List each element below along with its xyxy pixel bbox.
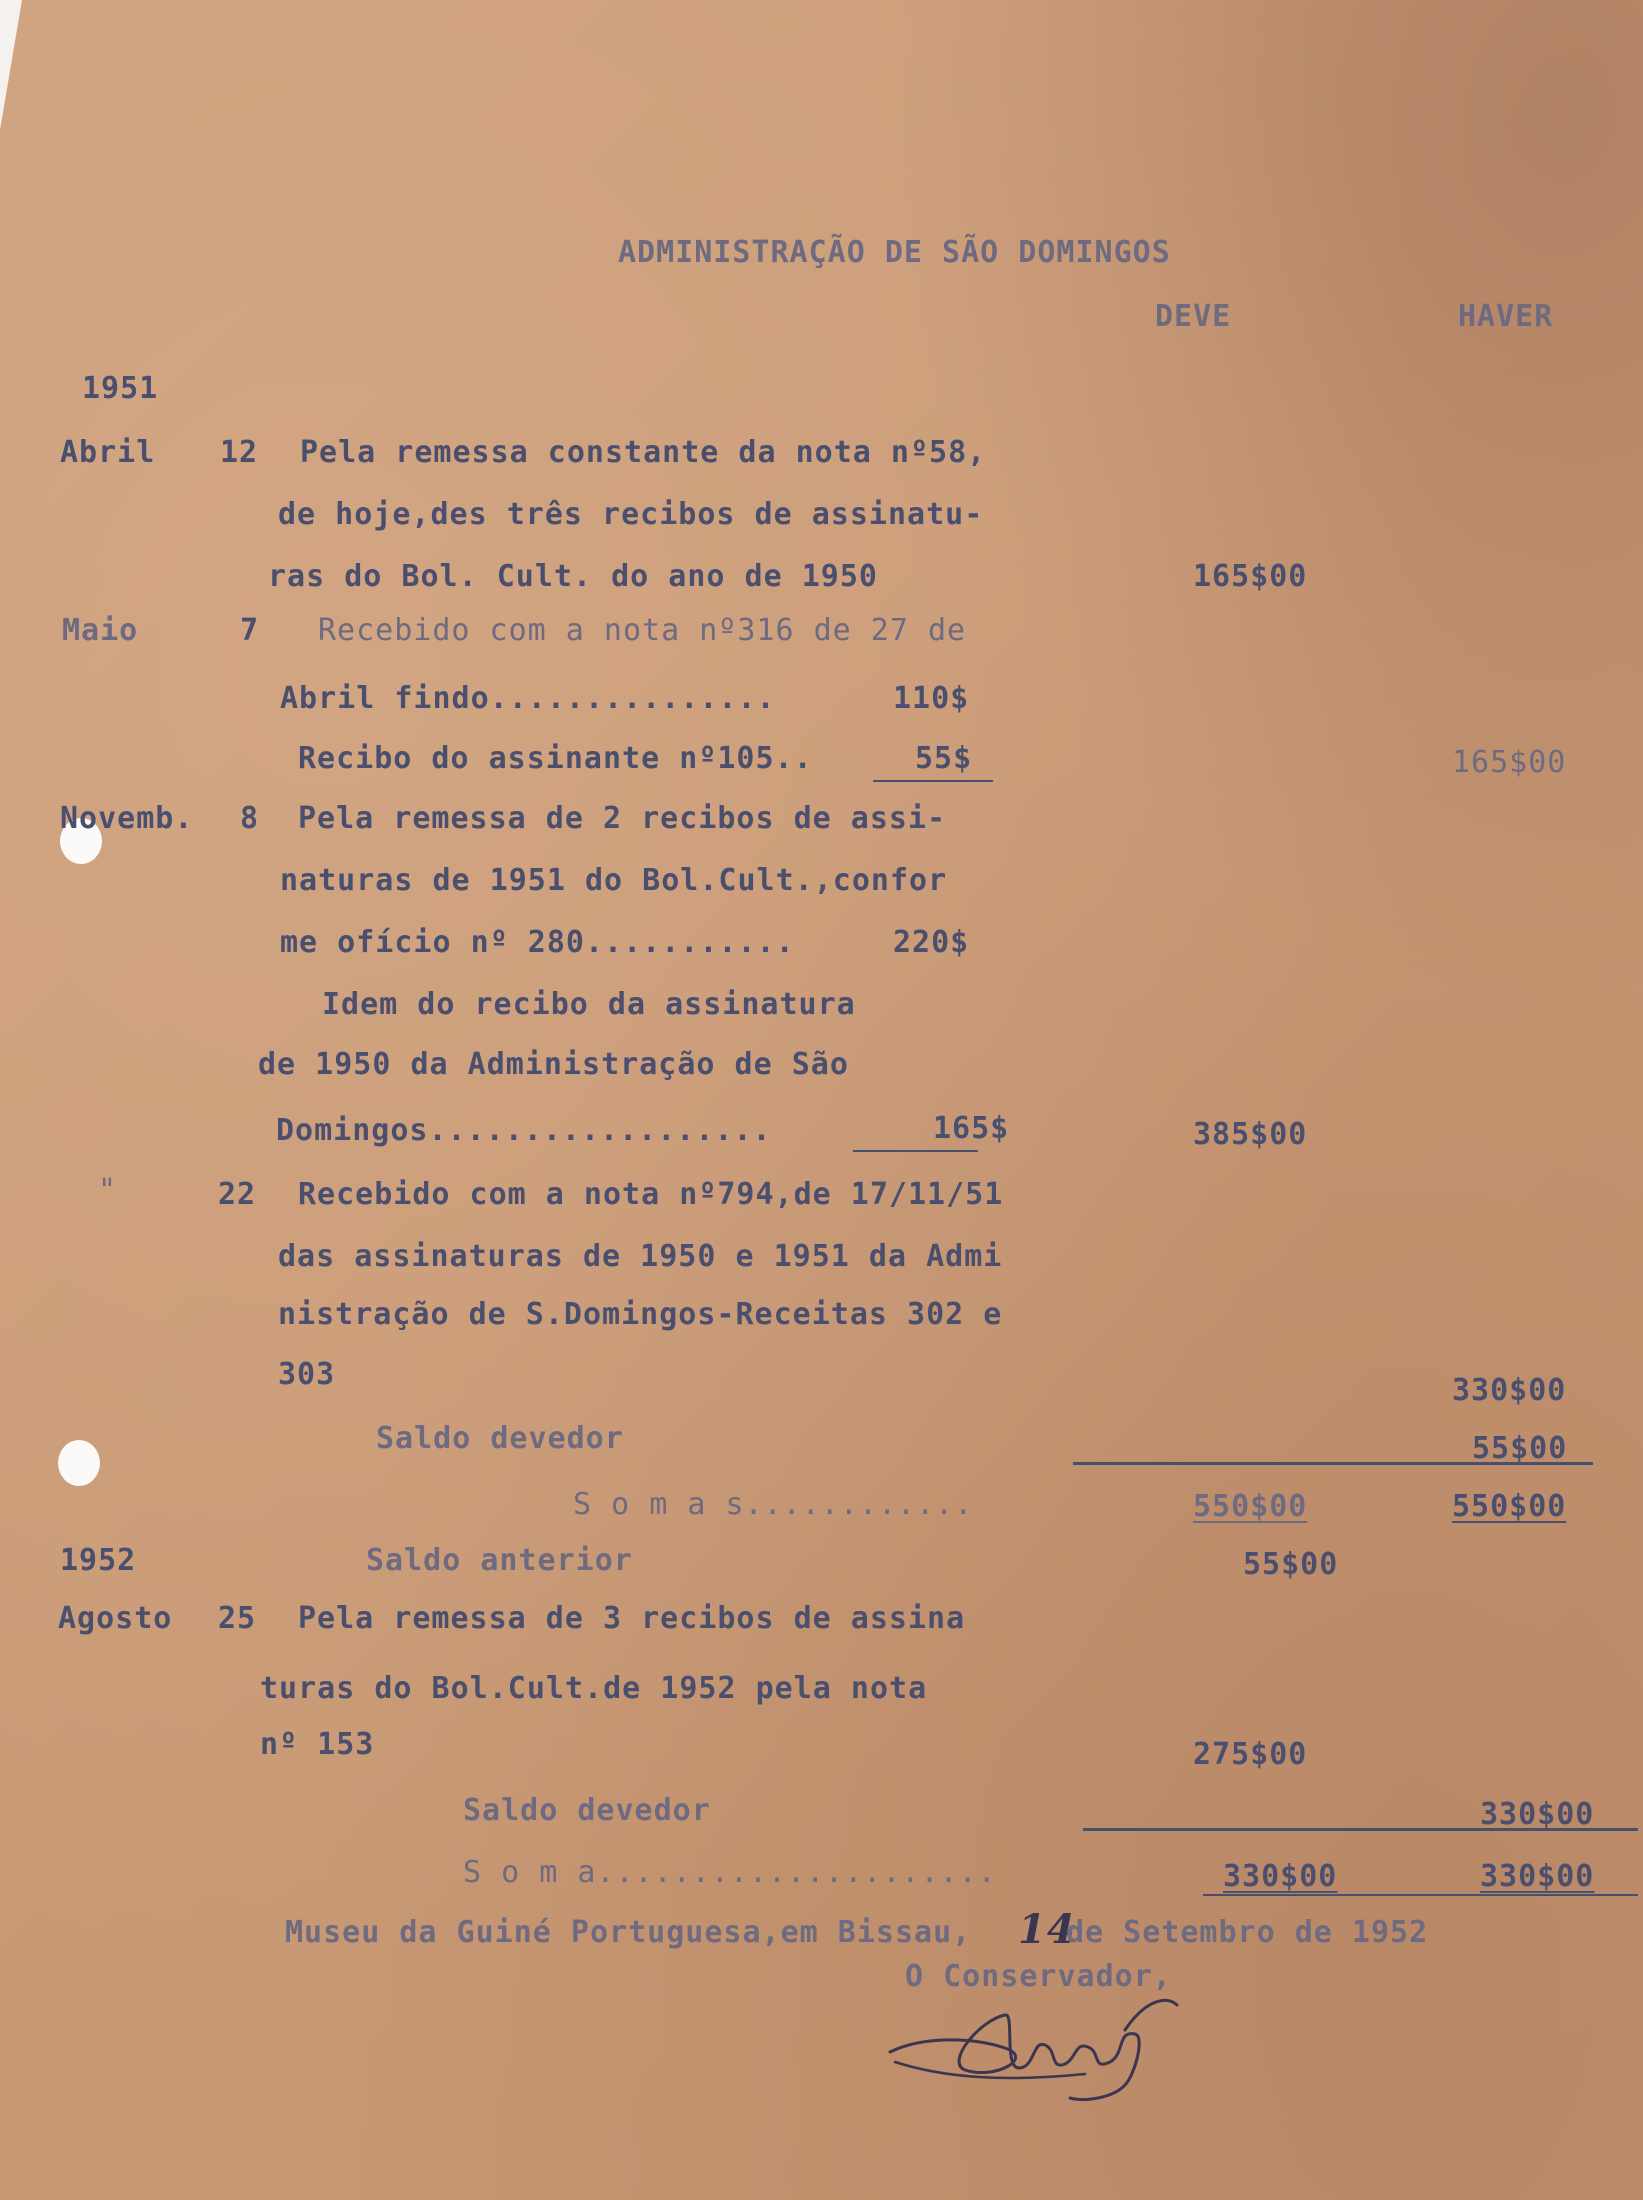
entry-3-line-6: Domingos.................. <box>276 1113 772 1148</box>
handwritten-signature <box>885 1990 1185 2110</box>
entry-4-line-4: 303 <box>278 1357 336 1392</box>
year-1951: 1951 <box>82 371 159 406</box>
entry-1-month: Abril <box>60 435 156 470</box>
entry-2-day: 7 <box>240 613 260 648</box>
entry-1-line-1: Pela remessa constante da nota nº58, <box>300 435 987 470</box>
entry-4-line-2: das assinaturas de 1950 e 1951 da Admi <box>278 1239 1003 1274</box>
column-header-haver: HAVER <box>1458 299 1554 334</box>
entry-4-haver: 330$00 <box>1452 1373 1567 1408</box>
entry-1-line-3: ras do Bol. Cult. do ano de 1950 <box>268 559 878 594</box>
entry-5-line-2: turas do Bol.Cult.de 1952 pela nota <box>260 1671 928 1706</box>
soma-2-haver: 330$00 <box>1480 1859 1595 1894</box>
footer-handwritten-day: 14 <box>1018 1906 1076 1953</box>
column-header-deve: DEVE <box>1155 299 1232 334</box>
entry-3-line-3: me ofício nº 280........... <box>280 925 795 960</box>
footer-place-prefix: Museu da Guiné Portuguesa,em Bissau, <box>285 1915 972 1950</box>
entry-3-line-6-amount: 165$ <box>933 1111 1010 1146</box>
entry-3-line-4: Idem do recibo da assinatura <box>322 987 856 1022</box>
entry-5-line-1: Pela remessa de 3 recibos de assina <box>298 1601 966 1636</box>
entry-2-line-2-amount: 110$ <box>893 681 970 716</box>
torn-corner <box>0 0 22 130</box>
entry-3-deve: 385$00 <box>1193 1117 1308 1152</box>
soma-2-double-rule <box>1203 1894 1638 1896</box>
saldo-anterior-label: Saldo anterior <box>366 1543 633 1578</box>
entry-2-line-1: Recebido com a nota nº316 de 27 de <box>318 613 967 648</box>
entry-3-month: Novemb. <box>60 801 194 836</box>
document-title: ADMINISTRAÇÃO DE SÃO DOMINGOS <box>618 235 1171 270</box>
footer-role: O Conservador, <box>905 1959 1172 1994</box>
entry-2-line-2: Abril findo............... <box>280 681 776 716</box>
entry-4-day: 22 <box>218 1177 257 1212</box>
entry-3-line-5: de 1950 da Administração de São <box>258 1047 849 1082</box>
entry-2-line-3-amount: 55$ <box>915 741 973 776</box>
saldo-devedor-2-label: Saldo devedor <box>463 1793 711 1828</box>
entry-2-subtotal-rule <box>873 780 993 782</box>
footer-place-suffix: de Setembro de 1952 <box>1066 1915 1429 1950</box>
entry-5-month: Agosto <box>58 1601 173 1636</box>
saldo-devedor-2-haver: 330$00 <box>1480 1797 1595 1832</box>
entry-3-line-1: Pela remessa de 2 recibos de assi- <box>298 801 947 836</box>
soma-2-label: S o m a..................... <box>463 1855 997 1890</box>
entry-4-month: " <box>98 1173 118 1208</box>
entry-2-haver: 165$00 <box>1452 745 1567 780</box>
entry-3-subtotal-rule <box>853 1150 978 1152</box>
punch-hole-bottom <box>58 1440 100 1486</box>
entry-5-day: 25 <box>218 1601 257 1636</box>
entry-3-day: 8 <box>240 801 260 836</box>
soma-2-deve: 330$00 <box>1223 1859 1338 1894</box>
somas-1-haver: 550$00 <box>1452 1489 1567 1524</box>
entry-1-deve: 165$00 <box>1193 559 1308 594</box>
saldo-anterior-deve: 55$00 <box>1243 1547 1339 1582</box>
entry-4-line-3: nistração de S.Domingos-Receitas 302 e <box>278 1297 1003 1332</box>
entry-2-month: Maio <box>62 613 139 648</box>
entry-1-line-2: de hoje,des três recibos de assinatu- <box>278 497 984 532</box>
entry-4-line-1: Recebido com a nota nº794,de 17/11/51 <box>298 1177 1004 1212</box>
saldo-devedor-1-label: Saldo devedor <box>376 1421 624 1456</box>
entry-3-line-3-amount: 220$ <box>893 925 970 960</box>
entry-5-deve: 275$00 <box>1193 1737 1308 1772</box>
saldo-devedor-1-haver: 55$00 <box>1472 1431 1568 1466</box>
entry-2-line-3: Recibo do assinante nº105.. <box>298 741 813 776</box>
entry-3-line-2: naturas de 1951 do Bol.Cult.,confor <box>280 863 948 898</box>
year-1952: 1952 <box>60 1543 137 1578</box>
somas-1-label: S o m a s............ <box>573 1487 974 1522</box>
entry-5-line-3: nº 153 <box>260 1727 375 1762</box>
entry-1-day: 12 <box>220 435 259 470</box>
somas-1-deve: 550$00 <box>1193 1489 1308 1524</box>
